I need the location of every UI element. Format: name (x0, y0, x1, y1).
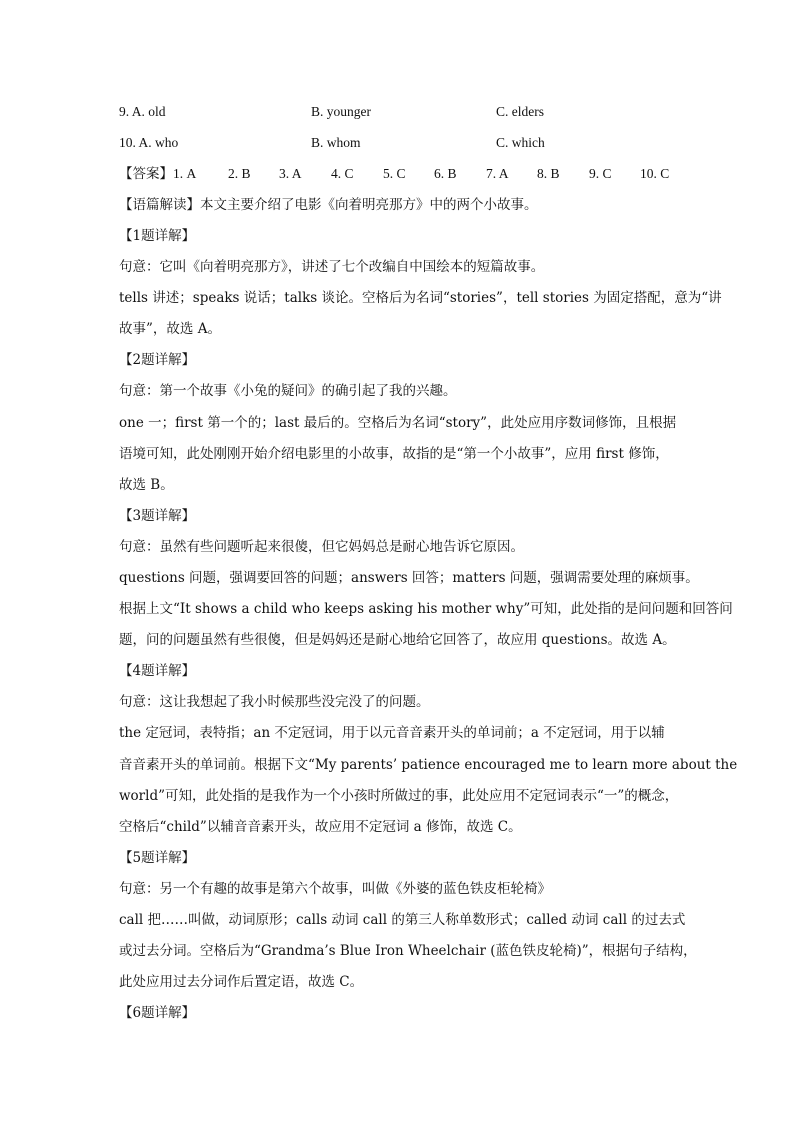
option-b: B. whom (311, 135, 361, 150)
text-line: 故事”，故选 A。 (119, 321, 221, 337)
answer-item: 8. B (537, 166, 560, 181)
text-line: 句意：虽然有些问题听起来很傻，但它妈妈总是耐心地告诉它原因。 (119, 539, 524, 555)
text-line: 句意：它叫《向着明亮那方》，讲述了七个改编自中国绘本的短篇故事。 (119, 259, 545, 275)
text-line: 空格后“child”以辅音音素开头，故应用不定冠词 a 修饰，故选 C。 (119, 819, 522, 835)
section-heading: 【6题详解】 (119, 1005, 196, 1021)
option-c: C. elders (496, 104, 544, 119)
answer-item: 6. B (434, 166, 457, 181)
section-heading: 【4题详解】 (119, 663, 196, 679)
text-line: 故选 B。 (119, 477, 174, 493)
option-row-9 (0, 102, 794, 122)
text-line: 根据上文“It shows a child who keeps asking his mother why”可知，此处指的是问问题和回答问 (119, 601, 733, 617)
answer-item: 10. C (640, 166, 670, 181)
text-line: 句意：这让我想起了我小时候那些没完没了的问题。 (119, 694, 430, 710)
passage-summary: 【语篇解读】本文主要介绍了电影《向着明亮那方》中的两个小故事。 (119, 197, 538, 213)
section-heading: 【5题详解】 (119, 850, 196, 866)
text-line: 此处应用过去分词作后置定语，故选 C。 (119, 974, 364, 990)
section-heading: 【1题详解】 (119, 228, 196, 244)
answer-key-row (0, 164, 794, 184)
text-line: 句意：第一个故事《小兔的疑问》的确引起了我的兴趣。 (119, 383, 457, 399)
text-line: world”可知，此处指的是我作为一个小孩时所做过的事，此处应用不定冠词表示“一”的概念， (119, 788, 679, 804)
answer-label: 【答案】1. A (119, 166, 197, 181)
text-line: the 定冠词，表特指；an 不定冠词，用于以元音音素开头的单词前；a 不定冠词，用于以辅 (119, 725, 665, 741)
answer-item: 9. C (589, 166, 612, 181)
answer-item: 4. C (331, 166, 354, 181)
text-line: 语境可知，此处刚刚开始介绍电影里的小故事，故指的是“第一个小故事”，应用 first 修饰， (119, 446, 669, 462)
text-line: 或过去分词。空格后为“Grandma’s Blue Iron Wheelchair (蓝色铁皮轮椅)”，根据句子结构， (119, 943, 697, 959)
option-a: 10. A. who (119, 135, 179, 150)
answer-item: 7. A (486, 166, 509, 181)
text-line: 句意：另一个有趣的故事是第六个故事，叫做《外婆的蓝色铁皮柜轮椅》 (119, 881, 551, 897)
text-line: 题，问的问题虽然有些很傻，但是妈妈还是耐心地给它回答了，故应用 questions。故选 A。 (119, 632, 676, 648)
option-b: B. younger (311, 104, 371, 119)
text-line: call 把……叫做，动词原形；calls 动词 call 的第三人称单数形式；called 动词 call 的过去式 (119, 912, 686, 928)
text-line: tells 讲述；speaks 说话；talks 谈论。空格后为名词“stories”，tell stories 为固定搭配，意为“讲 (119, 290, 722, 306)
option-a: 9. A. old (119, 104, 166, 119)
section-heading: 【2题详解】 (119, 352, 196, 368)
section-heading: 【3题详解】 (119, 508, 196, 524)
answer-item: 2. B (228, 166, 251, 181)
text-line: questions 问题，强调要回答的问题；answers 回答；matters 问题，强调需要处理的麻烦事。 (119, 570, 699, 586)
text-line: 音音素开头的单词前。根据下文“My parents’ patience encouraged me to learn more about the (119, 757, 738, 773)
text-line: one 一；first 第一个的；last 最后的。空格后为名词“story”，此处应用序数词修饰，且根据 (119, 415, 677, 431)
answer-item: 3. A (279, 166, 302, 181)
option-c: C. which (496, 135, 545, 150)
answer-item: 5. C (383, 166, 406, 181)
option-row-10 (0, 133, 794, 153)
